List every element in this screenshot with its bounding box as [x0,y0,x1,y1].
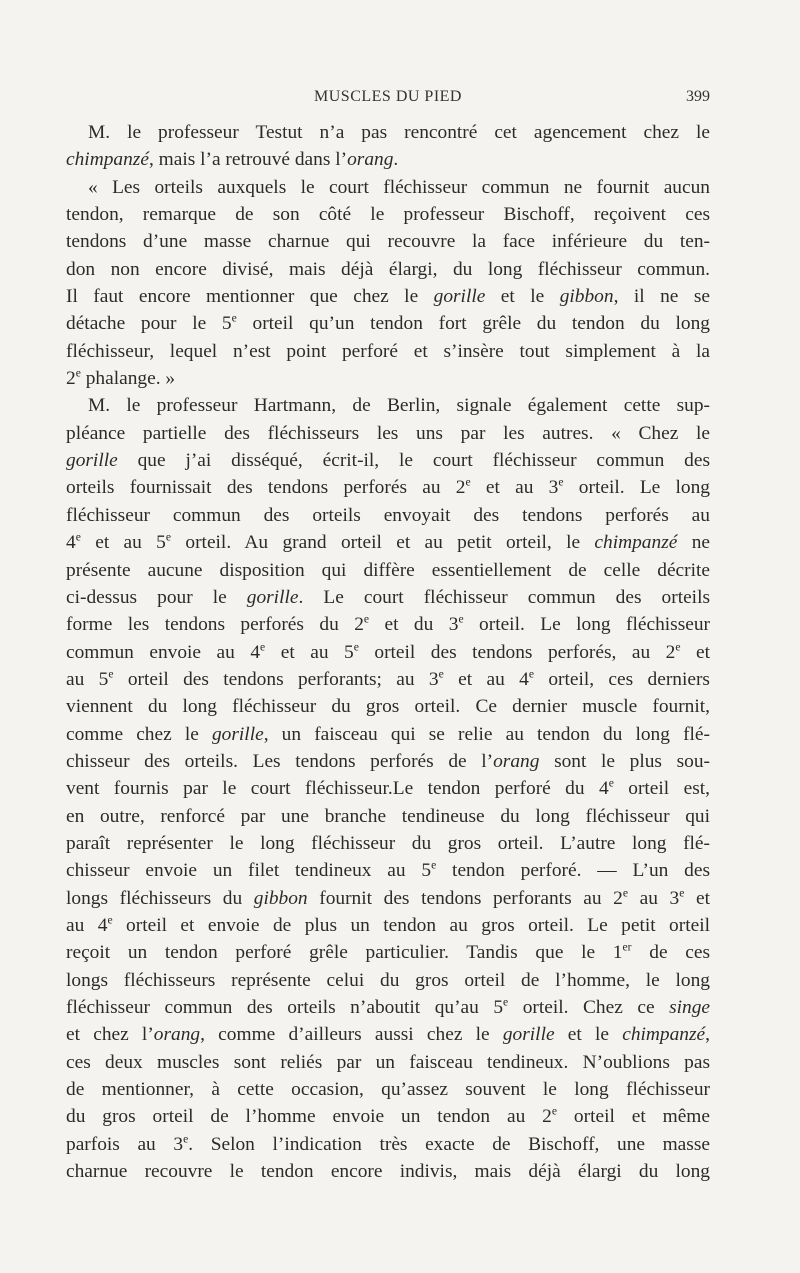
ordinal-superscript: e [363,612,370,626]
text-run: , comme d’ailleurs aussi chez le [200,1024,503,1046]
italic-term: orang [493,750,540,772]
text-run: et du 3 [369,614,459,636]
text-run: parfois au 3 [66,1133,184,1155]
italic-term: gorille [211,723,264,745]
text-line [66,557,710,584]
ordinal-superscript: e [231,311,237,325]
text-run: fournit des tendons perforants au 2 [307,887,623,909]
text-run: orteil. Le long fléchisseur [463,614,710,636]
text-run: Il faut encore mentionner que chez le [66,286,434,308]
text-line [66,338,710,365]
text-line [66,939,710,966]
running-head [66,88,710,110]
ordinal-superscript: e [465,476,471,489]
italic-term: orang [153,1024,201,1046]
text-line [66,1158,710,1185]
italic-term: chimpanzé [594,532,678,554]
text-line [66,666,710,693]
text-line [66,994,710,1021]
ordinal-superscript: e [438,667,444,681]
text-run: orteil et envoie de plus un tendon au gros orteil. Le petit orteil [112,914,710,936]
text-run: vent fournis par le court fléchisseur.Le tendon perforé du 4 [66,778,609,800]
text-run: reçoit un tendon perforé grêle particulier. Tandis que le 1 [66,942,623,964]
text-line [66,748,710,775]
italic-term: gorille [246,586,299,608]
ordinal-superscript: e [431,858,437,872]
text-run: du gros orteil de l’homme envoie un tendon au 2 [66,1106,552,1128]
text-run: orteil. Chez ce [508,997,670,1018]
text-run: « Les orteils auxquels le court fléchisseur commun ne fournit aucun [88,176,710,198]
text-line [66,912,710,939]
text-run: ne [677,532,710,554]
text-line [66,1049,710,1076]
ordinal-superscript: e [108,667,114,681]
text-line [66,256,710,283]
text-run: ces deux muscles sont reliés par un faisceau tendineux. N’oublions pas [66,1051,710,1073]
text-run: orteils fournissait des tendons perforés au 2 [66,477,466,499]
text-run: paraît représenter le long fléchisseur du gros orteil. L’autre long flé- [66,832,710,854]
text-run: et au 4 [443,668,529,690]
text-line [66,474,710,501]
text-run: tendons d’une masse charnue qui recouvre la face inférieure du ten- [66,231,710,253]
text-line [66,201,710,228]
text-run: fléchisseur, lequel n’est point perforé et s’insère tout simplement à la [66,340,710,362]
italic-term: gorille [502,1024,555,1046]
text-line [66,1131,710,1158]
text-line [66,529,710,556]
text-run: , mais l’a retrouvé dans l’ [148,149,348,171]
text-run: , il ne se [613,286,710,308]
text-run: et au 5 [80,532,166,554]
text-line [66,857,710,884]
text-run: et au 3 [470,477,559,499]
text-run: fléchisseur commun des orteils n’aboutit qu’au 5 [66,997,504,1018]
text-run: au 3 [628,887,680,909]
ordinal-superscript: e [165,530,172,544]
text-line [66,365,710,392]
text-run: longs fléchisseurs représente celui du gros orteil de l’homme, le long [66,969,710,991]
text-line [66,502,710,529]
page-number: 399 [686,88,710,105]
text-line [66,584,710,611]
ordinal-superscript: e [260,640,266,654]
text-run: 2 [66,368,76,390]
ordinal-superscript: e [675,640,681,654]
text-line [66,803,710,830]
ordinal-superscript: e [679,886,685,900]
text-run: de ces [631,942,710,964]
text-run: , [705,1024,711,1046]
text-run: phalange. » [80,368,176,390]
text-line [66,721,710,748]
text-line [66,119,710,146]
text-run: de mentionner, à cette occasion, qu’assez souvent le long fléchisseur [66,1079,710,1101]
text-line [66,447,710,474]
text-run: orteil et même [557,1106,710,1128]
text-run: don non encore divisé, mais déjà élargi, du long fléchisseur commun. [66,258,710,280]
ordinal-superscript: e [503,995,509,1009]
text-run: orteil. Le long [563,477,710,499]
text-run: 4 [66,532,76,554]
text-run: présente aucune disposition qui diffère essentiellement de celle décrite [66,559,710,581]
italic-term: singe [669,997,710,1018]
text-run: et au 5 [265,641,354,663]
text-line [66,611,710,638]
ordinal-superscript: e [75,366,81,380]
text-run: . [393,149,399,171]
text-run: ci-dessus pour le [66,586,247,608]
text-run: chisseur envoie un filet tendineux au 5 [66,860,432,882]
text-run: chisseur des orteils. Les tendons perforés de l’ [66,750,494,772]
text-line [66,1021,710,1048]
text-run: , un faisceau qui se relie au tendon du long flé- [263,723,710,745]
text-line [66,420,710,447]
text-run: orteil des tendons perforants; au 3 [113,668,439,690]
text-run: détache pour le 5 [66,313,232,335]
ordinal-superscript: e [458,612,464,626]
text-run: et le [485,286,560,308]
text-run: commun envoie au 4 [66,641,261,663]
body-text [66,119,710,1185]
text-run: . Le court fléchisseur commun des orteils [298,586,711,608]
text-line [66,392,710,419]
text-line [66,228,710,255]
ordinal-superscript: e [608,776,614,790]
text-run: viennent du long fléchisseur du gros orteil. Ce dernier muscle fournit, [66,696,710,718]
text-run: au 5 [66,668,109,690]
ordinal-superscript: e [622,886,628,900]
text-run: orteil des tendons perforés, au 2 [358,641,676,663]
text-line [66,967,710,994]
text-line [66,775,710,802]
text-run: et le [554,1024,623,1046]
ordinal-superscript: er [622,940,632,954]
text-run: pléance partielle des fléchisseurs les uns par les autres. « Chez le [66,422,710,444]
text-run: fléchisseur commun des orteils envoyait des tendons perforés au [66,504,710,526]
text-line [66,1103,710,1130]
text-run: orteil. Au grand orteil et au petit orteil, le [171,532,595,554]
ordinal-superscript: e [558,476,564,489]
text-run: et [680,641,711,663]
ordinal-superscript: e [107,913,113,927]
text-run: M. le professeur Hartmann, de Berlin, signale également cette sup- [88,395,710,417]
text-run: comme chez le [66,723,212,745]
text-run: orteil, ces derniers [533,668,710,690]
ordinal-superscript: e [551,1104,558,1118]
text-run: forme les tendons perforés du 2 [66,614,364,636]
text-line [66,174,710,201]
text-line [66,639,710,666]
text-run: orteil est, [613,778,710,800]
text-run: . Selon l’indication très exacte de Bischoff, une masse [188,1133,710,1155]
ordinal-superscript: e [183,1132,189,1146]
text-line [66,885,710,912]
ordinal-superscript: e [353,640,359,654]
italic-term: gorille [66,450,118,472]
text-run: longs fléchisseurs du [66,887,254,909]
text-line [66,830,710,857]
text-run: tendon, remarque de son côté le professeur Bischoff, reçoivent ces [66,204,710,226]
text-run: et [684,887,710,909]
running-title: MUSCLES DU PIED [314,88,462,105]
ordinal-superscript: e [528,667,534,681]
text-line [66,693,710,720]
italic-term: gibbon [559,286,614,308]
text-run: M. le professeur Testut n’a pas rencontré cet agencement chez le [88,122,710,143]
text-run: charnue recouvre le tendon encore indivis, mais déjà élargi du long [66,1161,710,1183]
italic-term: orang [347,149,394,171]
text-run: et chez l’ [66,1024,154,1046]
text-line [66,146,710,173]
italic-term: chimpanzé [66,149,149,171]
text-line [66,283,710,310]
text-run: orteil qu’un tendon fort grêle du tendon du long [236,313,710,335]
italic-term: chimpanzé [622,1024,706,1046]
text-run: au 4 [66,914,108,936]
italic-term: gorille [433,286,486,308]
text-run: tendon perforé. — L’un des [436,860,710,882]
text-run: que j’ai disséqué, écrit-il, le court fléchisseur commun des [117,450,710,472]
italic-term: gibbon [253,887,308,909]
ordinal-superscript: e [75,530,81,544]
text-run: en outre, renforcé par une branche tendineuse du long fléchisseur qui [66,805,710,827]
text-line [66,310,710,337]
text-run: sont le plus sou- [539,750,710,772]
text-line [66,1076,710,1103]
